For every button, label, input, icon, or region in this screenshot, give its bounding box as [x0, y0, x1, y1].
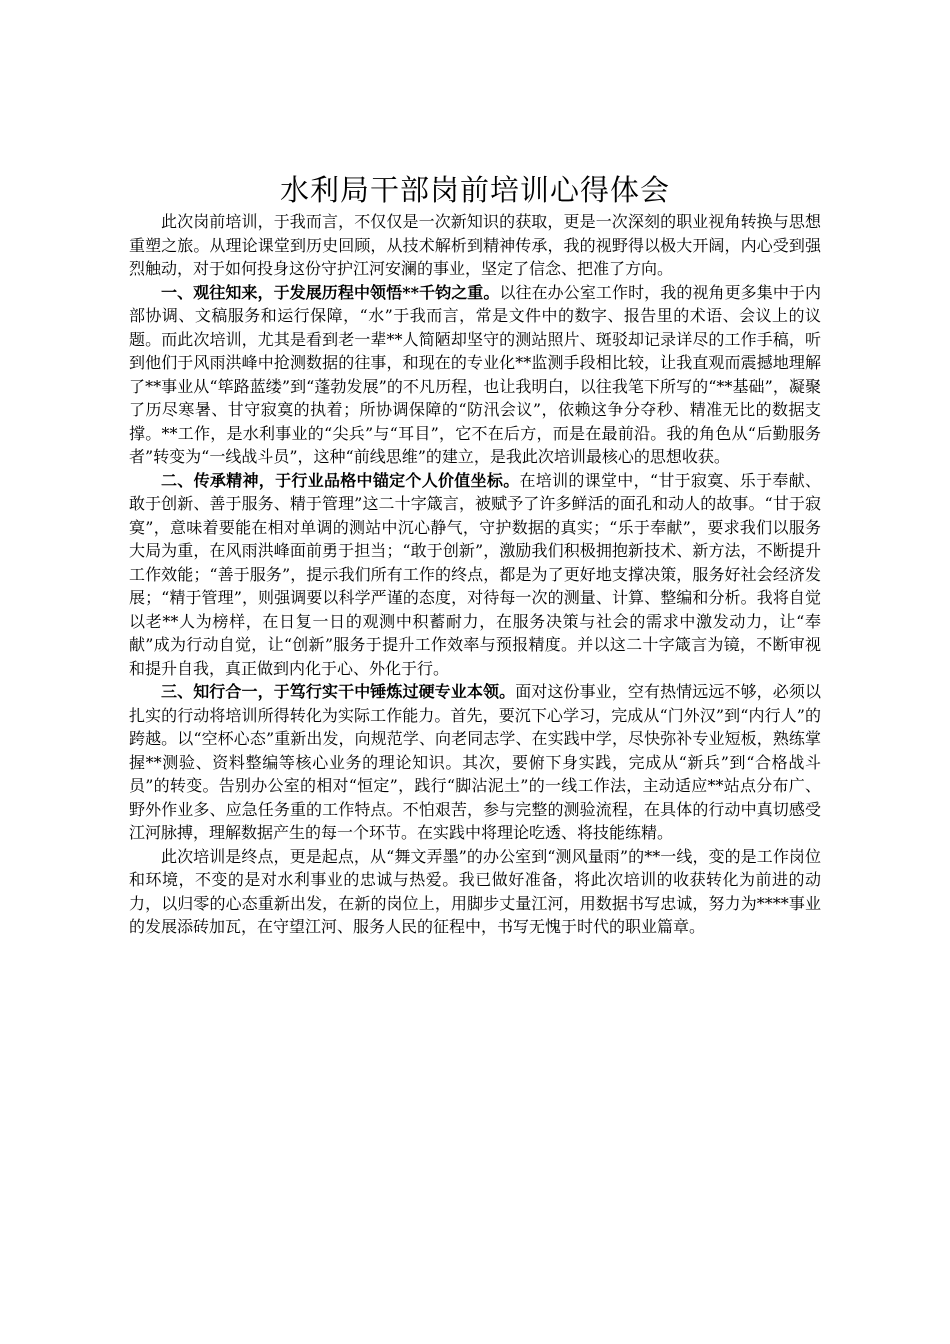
paragraph-text: 此次岗前培训，于我而言，不仅仅是一次新知识的获取，更是一次深刻的职业视角转换与思想重塑之旅。从理论课堂到历史回顾，从技术解析到精神传承，我的视野得以极大开阔，内心受到强烈触动，对于如何投身这份守护江河安澜的事业，坚定了信念、把准了方向。 [129, 212, 821, 278]
section-two-heading: 二、传承精神，于行业品格中锚定个人价值坐标。 [161, 470, 520, 490]
section-one-text: 以往在办公室工作时，我的视角更多集中于内部协调、文稿服务和运行保障，“水”于我而言，常是文件中的数字、报告里的术语、会议上的议题。而此次培训，尤其是看到老一辈**人简陋却坚守的测站照片、斑驳却记录详尽的工作手稿，听到他们于风雨洪峰中抢测数据的往事，和现在的专业化**监测手段相比较，让我直观而震撼地理解了**事业从“筚路蓝缕”到“蓬勃发展”的不凡历程，也让我明白，以往我笔下所写的“**基础”，凝聚了历尽寒暑、甘守寂寞的执着；所协调保障的“防汛会议”，依赖这争分夺秒、精准无比的数据支撑。**工作，是水利事业的“尖兵”与“耳目”，它不在后方，而是在最前沿。我的角色从“后勤服务者”转变为“一线战斗员”，这种“前线思维”的建立，是我此次培训最核心的思想收获。 [129, 282, 821, 466]
section-three-heading: 三、知行合一，于笃行实干中锤炼过硬专业本领。 [161, 682, 516, 701]
section-one-paragraph [129, 281, 821, 469]
conclusion-paragraph [129, 845, 821, 939]
intro-paragraph [129, 210, 821, 281]
section-three-paragraph [129, 680, 821, 845]
document-page [129, 170, 821, 939]
section-two-text: 在培训的课堂中，“甘于寂寞、乐于奉献、敢于创新、善于服务、精于管理”这二十字箴言，被赋予了许多鲜活的面孔和动人的故事。“甘于寂寞”，意味着要能在相对单调的测站中沉心静气，守护数据的真实；“乐于奉献”，要求我们以服务大局为重，在风雨洪峰面前勇于担当；“敢于创新”，激励我们积极拥抱新技术、新方法，不断提升工作效能；“善于服务”，提示我们所有工作的终点，都是为了更好地支撑决策，服务好社会经济发展；“精于管理”，则强调要以科学严谨的态度，对待每一次的测量、计算、整编和分析。我将自觉以老**人为榜样，在日复一日的观测中积蓄耐力，在服务决策与社会的需求中激发动力，让“奉献”成为行动自觉，让“创新”服务于提升工作效率与预报精度。并以这二十字箴言为镜，不断审视和提升自我，真正做到内化于心、外化于行。 [129, 470, 821, 678]
conclusion-text: 此次培训是终点，更是起点，从“舞文弄墨”的办公室到“测风量雨”的**一线，变的是工作岗位和环境，不变的是对水利事业的忠诚与热爱。我已做好准备，将此次培训的收获转化为前进的动力，以归零的心态重新出发，在新的岗位上，用脚步丈量江河，用数据书写忠诚，努力为****事业的发展添砖加瓦，在守望江河、服务人民的征程中，书写无愧于时代的职业篇章。 [129, 846, 821, 936]
document-title: 水利局干部岗前培训心得体会 [279, 173, 670, 207]
section-three-text: 面对这份事业，空有热情远远不够，必须以扎实的行动将培训所得转化为实际工作能力。首先，要沉下心学习，完成从“门外汉”到“内行人”的跨越。以“空杯心态”重新出发，向规范学、向老同志学、在实践中学，尽快弥补专业短板，熟练掌握**测验、资料整编等核心业务的理论知识。其次，要俯下身实践，完成从“新兵”到“合格战斗员”的转变。告别办公室的相对“恒定”，践行“脚沾泥土”的一线工作法，主动适应**站点分布广、野外作业多、应急任务重的工作特点。不怕艰苦，参与完整的测验流程，在具体的行动中真切感受江河脉搏，理解数据产生的每一个环节。在实践中将理论吃透、将技能练精。 [129, 682, 821, 842]
section-one-heading: 一、观往知来，于发展历程中领悟**千钧之重。 [161, 282, 500, 302]
section-two-paragraph [129, 469, 821, 681]
